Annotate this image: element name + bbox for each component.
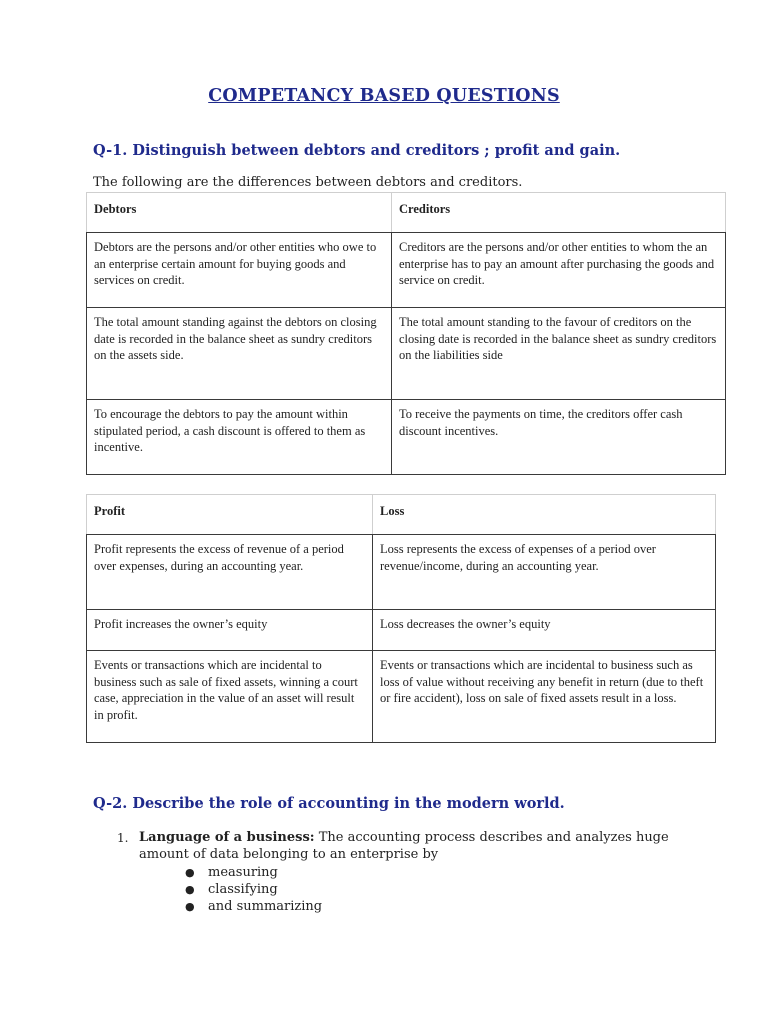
table-cell: Creditors are the persons and/or other entities to whom the an enterprise has to pay an amount after purchasing the goods and service on credit. bbox=[392, 233, 726, 308]
bullet-icon: ● bbox=[185, 883, 195, 896]
bullet-item bbox=[185, 864, 322, 881]
table-row bbox=[87, 308, 726, 400]
table-row bbox=[87, 233, 726, 308]
table-cell: Events or transactions which are incidental to business such as sale of fixed assets, winning a court case, appreciation in the value of an asset will result in profit. bbox=[87, 651, 373, 743]
column-header-creditors: Creditors bbox=[392, 193, 726, 233]
profit-loss-table bbox=[86, 494, 716, 743]
list-item-text: The accounting process describes and analyzes huge amount of data belonging to an enterprise by bbox=[139, 830, 669, 862]
bullet-icon: ● bbox=[185, 900, 195, 913]
table-cell: Debtors are the persons and/or other entities who owe to an enterprise certain amount for buying goods and services on credit. bbox=[87, 233, 392, 308]
table-row bbox=[87, 400, 726, 475]
table-cell: Profit increases the owner’s equity bbox=[87, 610, 373, 651]
column-header-loss: Loss bbox=[373, 495, 716, 535]
debtors-creditors-table bbox=[86, 192, 726, 475]
bullet-list bbox=[185, 864, 322, 915]
list-item-number: 1. bbox=[117, 831, 129, 845]
table-cell: Loss decreases the owner’s equity bbox=[373, 610, 716, 651]
bullet-item bbox=[185, 881, 322, 898]
list-item-term: Language of a business: bbox=[139, 830, 315, 845]
table-header-row bbox=[87, 495, 716, 535]
bullet-text: measuring bbox=[208, 865, 278, 880]
table-cell: Profit represents the excess of revenue of a period over expenses, during an accounting year. bbox=[87, 535, 373, 610]
question-1-intro: The following are the differences between debtors and creditors. bbox=[93, 175, 523, 190]
bullet-icon: ● bbox=[185, 866, 195, 879]
table-cell: To encourage the debtors to pay the amount within stipulated period, a cash discount is offered to them as incentive. bbox=[87, 400, 392, 475]
question-2-heading: Q-2. Describe the role of accounting in the modern world. bbox=[93, 795, 565, 812]
column-header-profit: Profit bbox=[87, 495, 373, 535]
table-row bbox=[87, 651, 716, 743]
table-cell: To receive the payments on time, the creditors offer cash discount incentives. bbox=[392, 400, 726, 475]
page-title: COMPETANCY BASED QUESTIONS bbox=[208, 86, 560, 106]
column-header-debtors: Debtors bbox=[87, 193, 392, 233]
bullet-text: and summarizing bbox=[208, 899, 323, 914]
table-cell: The total amount standing to the favour of creditors on the closing date is recorded in the balance sheet as sundry creditors on the liabilities side bbox=[392, 308, 726, 400]
table-row bbox=[87, 610, 716, 651]
table-cell: Loss represents the excess of expenses of a period over revenue/income, during an accounting year. bbox=[373, 535, 716, 610]
table-row bbox=[87, 535, 716, 610]
table-cell: Events or transactions which are incidental to business such as loss of value without receiving any benefit in return (due to theft or fire accident), loss on sale of fixed assets result in a loss. bbox=[373, 651, 716, 743]
list-item bbox=[117, 830, 677, 863]
bullet-text: classifying bbox=[208, 882, 278, 897]
table-cell: The total amount standing against the debtors on closing date is recorded in the balance sheet as sundry creditors on the assets side. bbox=[87, 308, 392, 400]
bullet-item bbox=[185, 898, 322, 915]
table-header-row bbox=[87, 193, 726, 233]
question-1-heading: Q-1. Distinguish between debtors and creditors ; profit and gain. bbox=[93, 142, 621, 159]
